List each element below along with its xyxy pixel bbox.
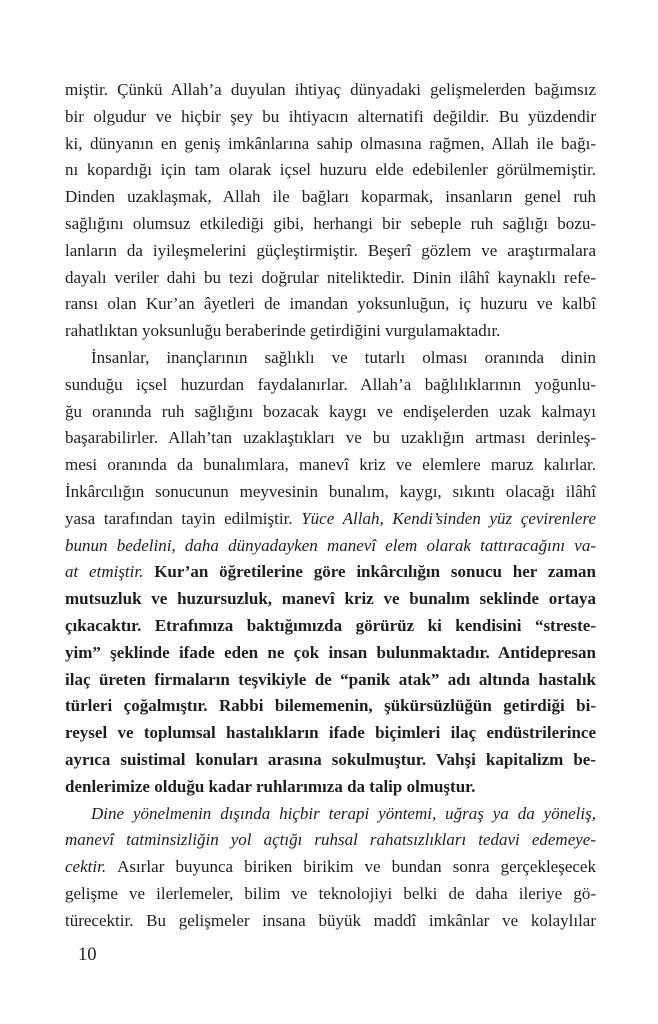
text-segment-normal: bir olgudur ve hiçbir şey bu ihtiyacın alternatifi değildir. Bu yüzdendir <box>65 106 596 126</box>
text-segment-bold: Kur’an öğretilerine göre inkârcılığın sonucu her zaman <box>154 562 596 582</box>
paragraph-insanlar <box>65 345 596 801</box>
text-segment-normal: dayalı veriler dahi bu tezi doğrular niteliktedir. Dinin ilâhî kaynaklı refe- <box>65 267 596 287</box>
text-segment-bold: mutsuzluk ve huzursuzluk, manevî kriz ve bunalım seklinde ortaya <box>65 589 596 609</box>
text-segment-normal: ğu oranında ruh sağlığını bozacak kaygı ve endişelerden uzak kalmayı <box>65 401 596 421</box>
text-segment-normal: İnkârcılığın sonucunun meyvesinin bunalım, kaygı, sıkıntı olacağı ilâhî <box>65 481 596 501</box>
text-line <box>65 157 596 184</box>
text-segment-bold: ayrıca suistimal konuları arasına sokulmuştur. Vahşi kapitalizm be- <box>65 749 596 769</box>
text-segment-italic: Dine yönelmenin dışında hiçbir terapi yöntemi, uğraş ya da yöneliş, <box>91 803 596 823</box>
text-line <box>65 774 596 801</box>
paragraph-dine-yonelme <box>65 801 596 935</box>
text-line <box>65 345 596 372</box>
text-segment-italic: Yüce Allah, Kendi’sinden yüz çevirenlere <box>301 508 596 528</box>
text-line <box>65 586 596 613</box>
text-line <box>65 399 596 426</box>
text-segment-normal: mesi oranında da bunalımlara, manevî kriz ve elemlere maruz kalırlar. <box>65 455 596 475</box>
text-line <box>65 747 596 774</box>
text-line <box>65 881 596 908</box>
text-line <box>65 801 596 828</box>
text-segment-normal: ransı olan Kur’an âyetleri de imandan yoksunluğun, iç huzuru ve kalbî <box>65 294 596 314</box>
paragraph-continuation <box>65 77 596 345</box>
text-segment-bold: reysel ve toplumsal hastalıkların ifade biçimleri ilaç endüstrilerince <box>65 723 596 743</box>
text-segment-bold: denlerimize olduğu kadar ruhlarımıza da talip olmuştur. <box>65 776 476 796</box>
text-segment-italic: bunun bedelini, daha dünyadayken manevî elem olarak tattıracağını va- <box>65 535 596 555</box>
page-number: 10 <box>78 945 97 965</box>
text-segment-normal: Asırlar buyunca biriken birikim ve bundan sonra gerçekleşecek <box>117 857 596 877</box>
text-line <box>65 506 596 533</box>
text-segment-bold: yim” şeklinde ifade eden ne çok insan bulunmaktadır. Antidepresan <box>65 642 596 662</box>
text-segment-normal: başarabilirler. Allah’tan uzaklaştıkları ve bu uzaklığın artması derinleş- <box>65 428 596 448</box>
text-line <box>65 184 596 211</box>
text-line <box>65 265 596 292</box>
text-segment-normal: ki, dünyanın en geniş imkânlarına sahip olmasına rağmen, Allah ile bağı- <box>65 133 596 153</box>
text-segment-normal: nı kopardığı için tam olarak içsel huzuru elde edebilenler görülmemiştir. <box>65 160 596 180</box>
text-line <box>65 827 596 854</box>
text-line <box>65 452 596 479</box>
text-segment-bold: çıkacaktır. Etrafımıza baktığımızda görürüz ki kendisini “streste- <box>65 615 596 635</box>
text-line <box>65 854 596 881</box>
text-segment-bold: ilaç üreten firmaların teşvikiyle de “panik atak” adı altında hastalık <box>65 669 596 689</box>
text-segment-normal: gelişme ve ilerlemeler, bilim ve teknolojiyi belki de daha ileriye gö- <box>65 883 596 903</box>
text-segment-normal: miştir. Çünkü Allah’a duyulan ihtiyaç dünyadaki gelişmelerden bağımsız <box>65 80 596 99</box>
text-line <box>65 640 596 667</box>
text-line <box>65 559 596 586</box>
text-segment-italic: manevî tatminsizliğin yol açtığı ruhsal rahatsızlıkları tedavi edemeye- <box>65 830 596 850</box>
text-line <box>65 238 596 265</box>
text-line <box>65 667 596 694</box>
text-segment-normal: sunduğu içsel huzurdan faydalanırlar. Allah’a bağlılıklarının yoğunlu- <box>65 374 596 394</box>
text-line <box>65 104 596 131</box>
text-line <box>65 908 596 935</box>
text-segment-normal: Dinden uzaklaşmak, Allah ile bağları koparmak, insanların genel ruh <box>65 187 596 207</box>
text-segment-bold: türleri çoğalmıştır. Rabbi bilememenin, şükürsüzlüğün getirdiği bi- <box>65 696 596 716</box>
text-line <box>65 613 596 640</box>
text-line <box>65 131 596 158</box>
text-line <box>65 291 596 318</box>
text-line <box>65 77 596 104</box>
text-segment-italic: at etmiştir. <box>65 562 155 582</box>
text-line <box>65 693 596 720</box>
text-segment-normal: türecektir. Bu gelişmeler insana büyük maddî imkânlar ve kolaylılar <box>65 910 596 930</box>
text-segment-normal: lanların da iyileşmelerini güçleştirmiştir. Beşerî gözlem ve araştırmalara <box>65 240 596 260</box>
text-block <box>65 77 596 935</box>
text-line <box>65 211 596 238</box>
text-segment-normal: İnsanlar, inançlarının sağlıklı ve tutarlı olması oranında dinin <box>91 347 596 367</box>
text-line <box>65 425 596 452</box>
text-line <box>65 479 596 506</box>
text-line <box>65 318 596 345</box>
text-segment-normal: sağlığını olumsuz etkilediği gibi, herhangi bir sebeple ruh sağlığı bozu- <box>65 213 596 233</box>
text-segment-normal: yasa tarafından tayin edilmiştir. <box>65 508 302 528</box>
text-segment-normal: rahatlıktan yoksunluğu beraberinde getirdiğini vurgulamaktadır. <box>65 321 501 341</box>
text-line <box>65 372 596 399</box>
text-line <box>65 533 596 560</box>
text-line <box>65 720 596 747</box>
text-segment-italic: cektir. <box>65 857 118 877</box>
